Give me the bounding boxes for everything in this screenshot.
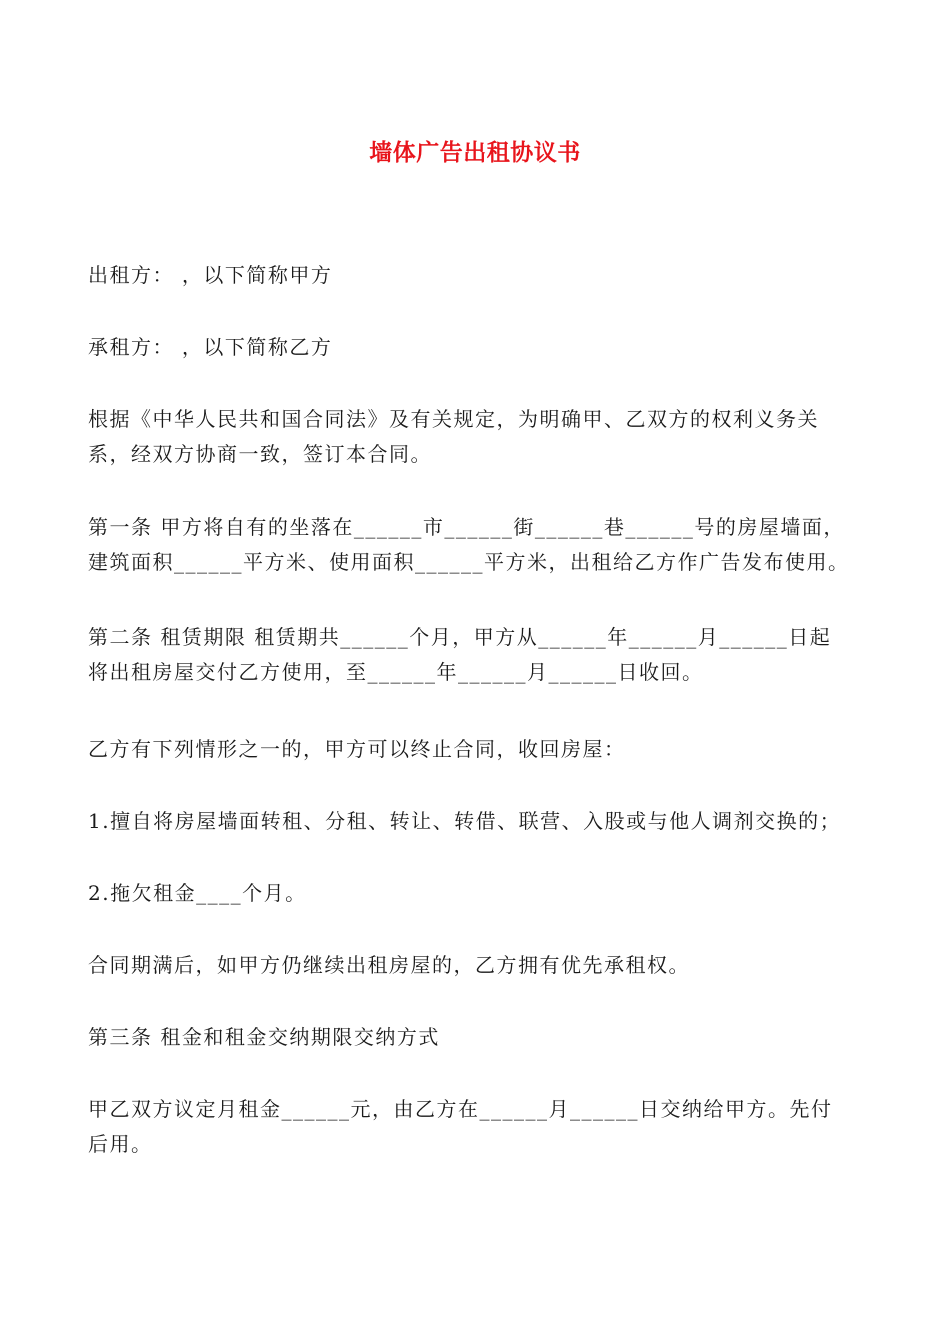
paragraph-line: 系，经双方协商一致，签订本合同。 [88,442,432,466]
paragraph-line: 第一条 甲方将自有的坐落在______市______街______巷______号的房屋墙面， [88,515,845,539]
paragraph-line: 第二条 租赁期限 租赁期共______个月，甲方从______年______月______日起 [88,625,832,649]
paragraph-line: 出租方： ，以下简称甲方 [88,263,333,287]
paragraph-article-3-heading [88,1020,863,1055]
paragraph-article-1 [88,510,863,580]
paragraph-line: 乙方有下列情形之一的，甲方可以终止合同，收回房屋： [88,737,626,761]
paragraph-line: 后用。 [88,1132,153,1156]
paragraph-line: 第三条 租金和租金交纳期限交纳方式 [88,1025,440,1049]
paragraph-line: 建筑面积______平方米、使用面积______平方米，出租给乙方作广告发布使用。 [88,550,850,574]
paragraph-line: 将出租房屋交付乙方使用，至______年______月______日收回。 [88,660,704,684]
paragraph-line: 2.拖欠租金____个月。 [88,881,307,905]
paragraph-line: 合同期满后，如甲方仍继续出租房屋的，乙方拥有优先承租权。 [88,953,690,977]
paragraph-lessee [88,330,863,365]
paragraph-line: 根据《中华人民共和国合同法》及有关规定，为明确甲、乙双方的权利义务关 [88,407,819,431]
paragraph-article-3-body [88,1092,863,1162]
paragraph-line: 承租方： ，以下简称乙方 [88,335,333,359]
paragraph-line: 1.擅自将房屋墙面转租、分租、转让、转借、联营、入股或与他人调剂交换的； [88,809,842,833]
paragraph-article-2 [88,620,863,690]
document-title: 墙体广告出租协议书 [369,140,581,166]
paragraph-renewal [88,948,863,983]
paragraph-termination-item-2 [88,876,863,911]
paragraph-termination-item-1 [88,804,863,839]
paragraph-line: 甲乙双方议定月租金______元，由乙方在______月______日交纳给甲方。先付 [88,1097,833,1121]
paragraph-termination-intro [88,732,863,767]
paragraph-lessor [88,258,863,293]
paragraph-preamble [88,402,863,472]
